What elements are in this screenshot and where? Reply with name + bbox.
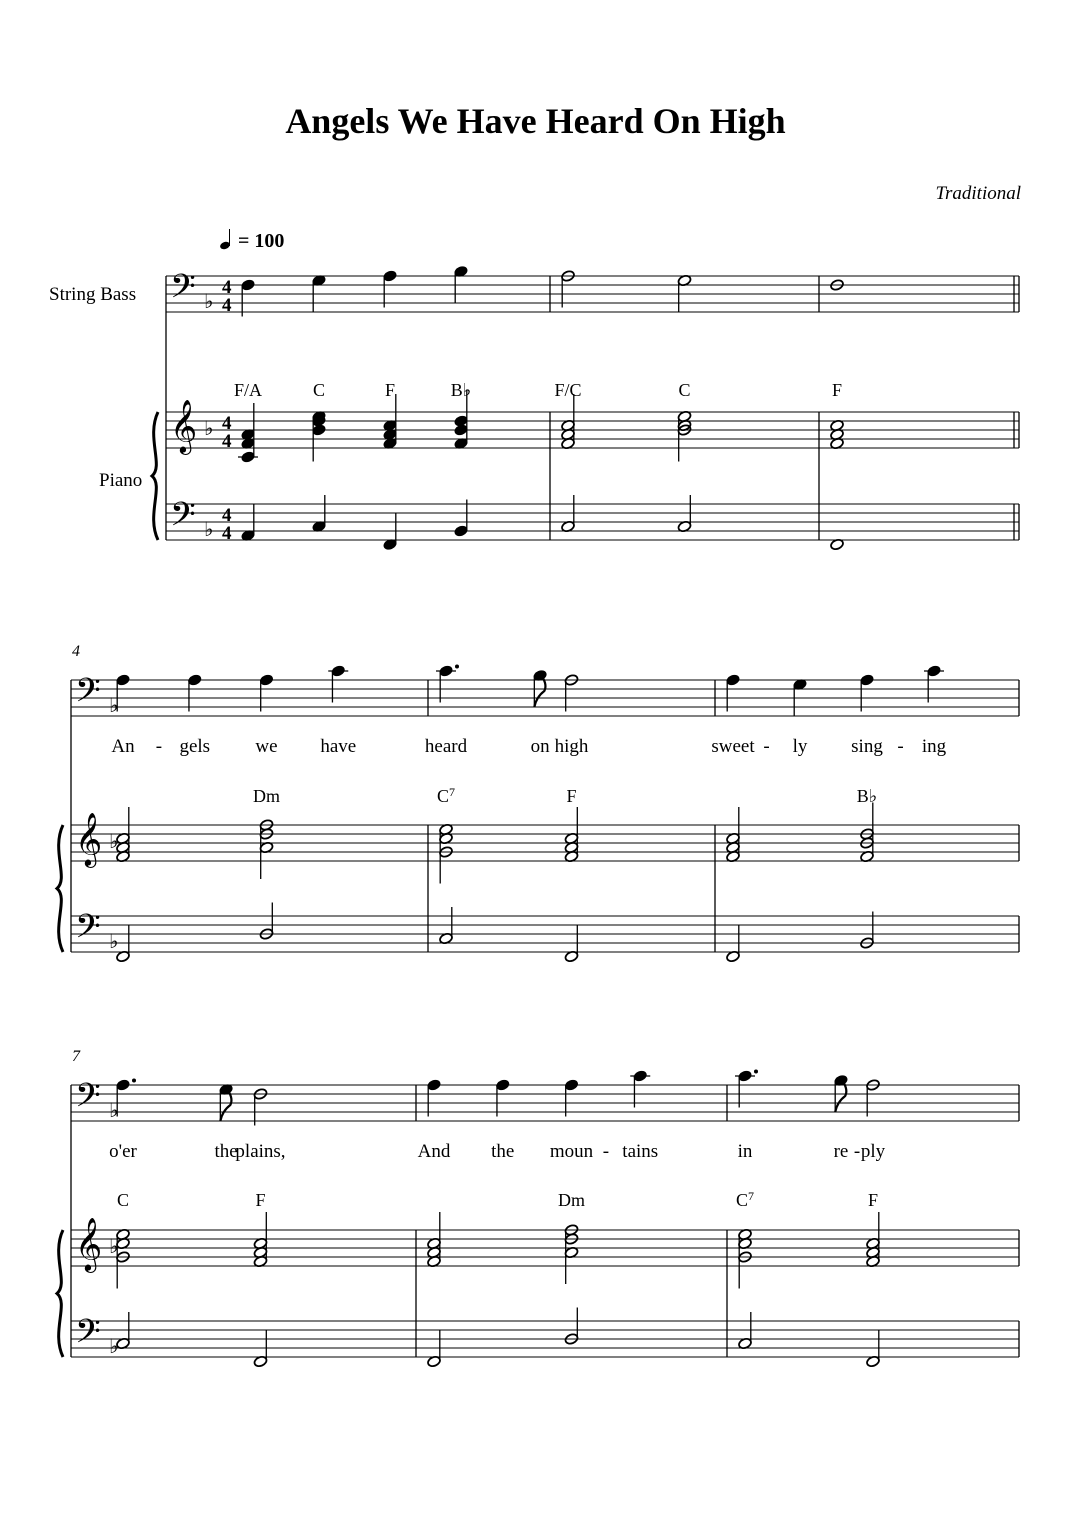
instrument-label-piano: Piano bbox=[99, 470, 143, 491]
flat-key-signature-icon: ♭ bbox=[109, 1236, 119, 1258]
lyric-syllable: ly bbox=[792, 736, 808, 757]
chord-symbol: F bbox=[867, 1190, 879, 1210]
composer: Traditional bbox=[935, 183, 1021, 204]
augmentation-dot bbox=[754, 1070, 758, 1074]
lyric-syllable: high bbox=[554, 736, 589, 757]
treble-clef-icon: 𝄞 bbox=[170, 400, 198, 452]
lyric-hyphen: - bbox=[763, 736, 770, 757]
flat-key-signature-icon: ♭ bbox=[109, 695, 119, 717]
flat-key-signature-icon: ♭ bbox=[109, 831, 119, 853]
measure-number: 7 bbox=[72, 1048, 80, 1065]
lyric-syllable: ply bbox=[860, 1141, 886, 1162]
lyric-syllable: we bbox=[255, 736, 278, 757]
lyric-syllable: tains bbox=[622, 1141, 659, 1162]
bass-clef-icon: 𝄢 bbox=[75, 671, 101, 717]
time-signature-top: 4 bbox=[222, 413, 232, 435]
bass-clef-icon: 𝄢 bbox=[75, 1312, 101, 1358]
lyric-syllable: moun bbox=[549, 1141, 594, 1162]
time-signature-top: 4 bbox=[222, 505, 232, 527]
lyric-syllable: sweet bbox=[711, 736, 755, 757]
chord-symbol: Dm bbox=[253, 786, 280, 806]
time-signature-bottom: 4 bbox=[222, 523, 232, 545]
lyric-hyphen: - bbox=[853, 1141, 861, 1162]
chord-symbol: $C^7$ bbox=[436, 785, 456, 806]
lyric-syllable: re bbox=[833, 1141, 849, 1162]
flat-key-signature-icon: ♭ bbox=[204, 291, 214, 313]
chord-symbol: F bbox=[384, 380, 396, 400]
measure-number: 4 bbox=[72, 643, 80, 660]
piano-brace-icon bbox=[57, 825, 63, 952]
note-flag bbox=[835, 1082, 846, 1112]
lyric-hyphen: - bbox=[155, 736, 163, 757]
tempo-bpm: = 100 bbox=[238, 230, 285, 252]
augmentation-dot bbox=[132, 1079, 136, 1083]
score-title: Angels We Have Heard On High bbox=[285, 101, 786, 141]
lyric-syllable: in bbox=[737, 1141, 753, 1162]
bass-clef-icon: 𝄢 bbox=[75, 1076, 101, 1122]
chord-symbol: Dm bbox=[558, 1190, 585, 1210]
lyric-syllable: the bbox=[214, 1141, 238, 1162]
lyric-syllable: plains, bbox=[235, 1141, 286, 1162]
bass-clef-icon: 𝄢 bbox=[170, 267, 196, 313]
chord-symbol: F/A bbox=[233, 380, 263, 400]
lyric-syllable: the bbox=[491, 1141, 515, 1162]
chord-symbol: C bbox=[312, 380, 326, 400]
lyric-syllable: o'er bbox=[109, 1141, 137, 1162]
lyric-syllable: And bbox=[417, 1141, 451, 1162]
bass-clef-icon: 𝄢 bbox=[75, 907, 101, 953]
chord-symbol: B♭ bbox=[450, 380, 472, 400]
flat-key-signature-icon: ♭ bbox=[109, 931, 119, 953]
chord-symbol: F bbox=[566, 786, 577, 806]
lyric-hyphen: - bbox=[602, 1141, 610, 1162]
chord-symbol: C bbox=[116, 1190, 130, 1210]
note-flag bbox=[534, 677, 545, 707]
treble-clef-icon: 𝄞 bbox=[75, 813, 103, 865]
time-signature-bottom: 4 bbox=[222, 295, 232, 317]
lyric-syllable: have bbox=[320, 736, 357, 757]
piano-brace-icon bbox=[57, 1230, 63, 1357]
lyric-syllable: An bbox=[111, 736, 135, 757]
augmentation-dot bbox=[455, 665, 459, 669]
chord-symbol: $C^7$ bbox=[735, 1189, 755, 1210]
lyric-syllable: gels bbox=[179, 736, 211, 757]
chord-symbol: B♭ bbox=[856, 786, 878, 806]
bass-clef-icon: 𝄢 bbox=[170, 495, 196, 541]
chord-symbol: C bbox=[678, 380, 691, 400]
chord-symbol: F bbox=[255, 1190, 266, 1210]
note-flag bbox=[220, 1091, 231, 1121]
instrument-label-bass: String Bass bbox=[49, 284, 137, 305]
lyric-syllable: sing bbox=[851, 736, 883, 757]
flat-key-signature-icon: ♭ bbox=[204, 418, 214, 440]
flat-key-signature-icon: ♭ bbox=[109, 1336, 119, 1358]
lyric-syllable: heard bbox=[424, 736, 468, 757]
treble-clef-icon: 𝄞 bbox=[75, 1218, 103, 1270]
piano-brace-icon bbox=[152, 412, 158, 540]
time-signature-bottom: 4 bbox=[222, 431, 232, 453]
chord-symbol: F bbox=[831, 380, 843, 400]
lyric-syllable: on bbox=[530, 736, 550, 757]
flat-key-signature-icon: ♭ bbox=[109, 1100, 119, 1122]
lyric-hyphen: - bbox=[897, 736, 904, 757]
lyric-syllable: ing bbox=[921, 736, 947, 757]
flat-key-signature-icon: ♭ bbox=[204, 519, 214, 541]
chord-symbol: F/C bbox=[554, 380, 582, 400]
time-signature-top: 4 bbox=[222, 277, 232, 299]
